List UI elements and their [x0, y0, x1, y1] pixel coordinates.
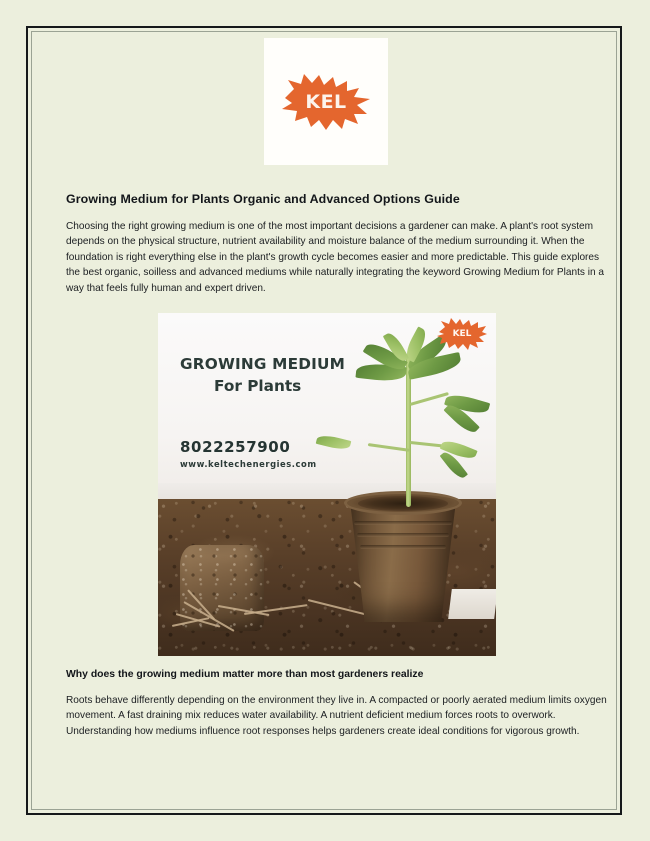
- photo-canvas: [158, 313, 496, 656]
- photo-brand-badge: [436, 317, 488, 350]
- tomato-seedling: [344, 337, 494, 505]
- pot-rib: [354, 521, 452, 525]
- biodegradable-pot: [344, 489, 462, 622]
- photo-website: www.keltechenergies.com: [180, 459, 317, 470]
- page-frame: [26, 26, 622, 815]
- pot-rib: [360, 545, 446, 549]
- intro-paragraph: Choosing the right growing medium is one of the most important decisions a gardener can make. A plant's root system depends on the physical structure, nutrient availability and moisture balance of the medium surrounding it. When the foundation is right everything else in the plant's growth cycle becomes easier and more predictable. This guide explores the best organic, soilless and advanced mediums while naturally integrating the keyword Growing Medium for Plants in a way that feels fully human and expert driven.: [66, 221, 605, 294]
- branch: [368, 443, 410, 451]
- branch: [410, 392, 449, 405]
- product-photo: [158, 313, 496, 656]
- pot-body: [350, 501, 456, 622]
- section-paragraph: Roots behave differently depending on the environment they live in. A compacted or poorly aerated medium limits oxygen movement. A fast draining mix reduces water availability. A nutrient deficient medium forces roots to overwork. Understanding how mediums influence root responses helps gardeners create ideal conditions for vigorous growth.: [66, 695, 607, 737]
- photo-phone-number: 8022257900: [180, 438, 291, 457]
- brand-logo-block: [264, 38, 388, 165]
- document-content: [28, 28, 624, 817]
- photo-badge-text: KEL: [452, 328, 472, 339]
- page-title: Growing Medium for Plants Organic and Advanced Options Guide: [66, 192, 460, 206]
- brand-logo-text: KEL: [305, 90, 347, 113]
- section-heading: Why does the growing medium matter more than most gardeners realize: [66, 669, 424, 681]
- photo-heading: GROWING MEDIUM: [180, 355, 346, 374]
- starburst-icon: [278, 71, 374, 133]
- photo-subheading: For Plants: [214, 377, 302, 396]
- pot-rib: [357, 533, 449, 537]
